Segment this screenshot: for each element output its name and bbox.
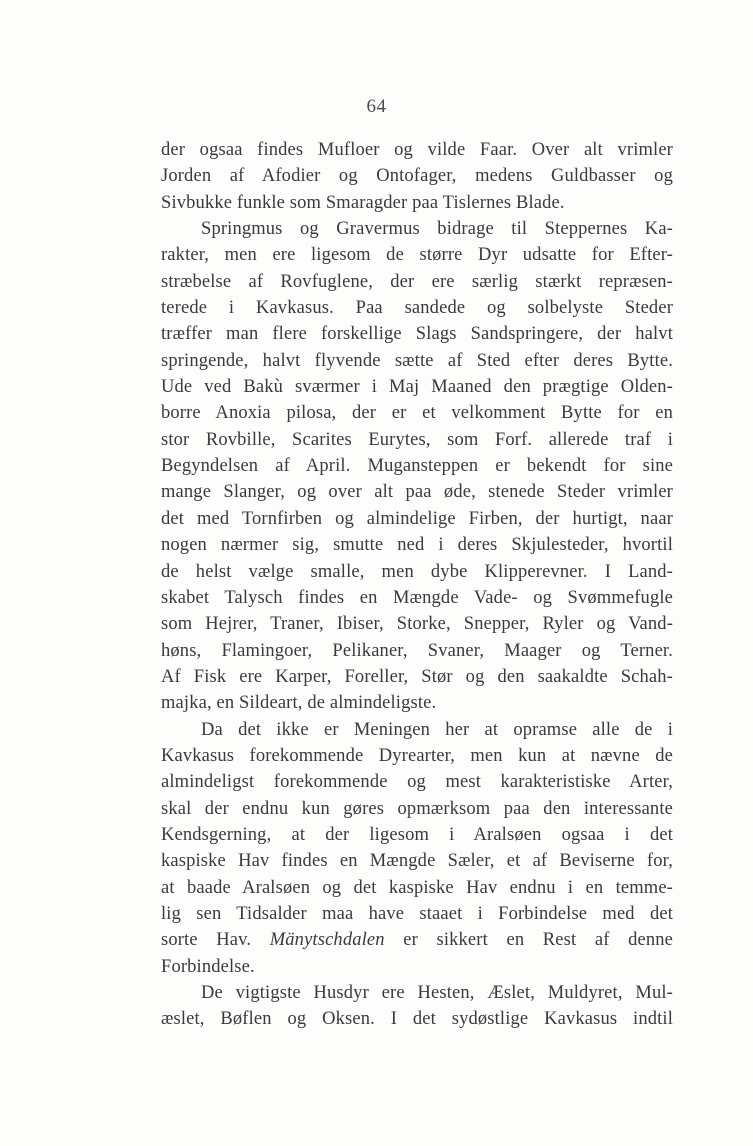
text-line: det med Tornfirben og almindelige Firben, der hurtigt, naar — [161, 508, 673, 529]
text-segment: sorte Hav. — [161, 930, 270, 951]
text-line: Jorden af Afodier og Ontofager, medens Guldbasser og — [161, 166, 673, 187]
text-line: lig sen Tidsalder maa have staaet i Forbindelse med det — [161, 903, 673, 924]
text-line: som Hejrer, Traner, Ibiser, Storke, Snepper, Ryler og Vand- — [161, 614, 673, 635]
text-line: æslet, Bøflen og Oksen. I det sydøstlige Kavkasus indtil — [161, 1009, 673, 1030]
text-segment: er sikkert en Rest af denne — [384, 930, 674, 951]
text-line: skabet Talysch findes en Mængde Vade- og Svømmefugle — [161, 587, 673, 608]
text-line: skal der endnu kun gøres opmærksom paa den interessante — [161, 798, 673, 819]
body-text — [161, 137, 673, 1033]
paragraph-start-line: De vigtigste Husdyr ere Hesten, Æslet, Muldyret, Mul- — [201, 983, 673, 1003]
text-line: Kavkasus forekommende Dyrearter, men kun at nævne de — [161, 745, 673, 766]
text-line: høns, Flamingoer, Pelikaner, Svaner, Maager og Terner. — [161, 640, 673, 661]
page-number: 64 — [366, 96, 387, 117]
text-line: majka, en Sildeart, de almindeligste. — [161, 693, 437, 714]
text-line: Af Fisk ere Karper, Foreller, Stør og den saakaldte Schah- — [161, 666, 673, 687]
text-line: kaspiske Hav findes en Mængde Sæler, et af Beviserne for, — [161, 851, 673, 872]
italic-term: Mänytschdalen — [269, 930, 385, 951]
text-line: Begyndelsen af April. Muganstеppen er bekendt for sine — [161, 456, 673, 477]
text-line: Forbindelse. — [161, 956, 255, 977]
text-line: Sivbukke funkle som Smaragder paa Tislernes Blade. — [161, 192, 565, 213]
text-line: træffer man flere forskellige Slags Sandspringere, der halvt — [161, 324, 673, 345]
text-line: borre Anoxia pilosa, der er et velkomment Bytte for en — [161, 403, 673, 424]
text-line: springende, halvt flyvende sætte af Sted efter deres Bytte. — [161, 350, 673, 371]
text-line: nogen nærmer sig, smutte ned i deres Skjulesteder, hvortil — [161, 535, 673, 556]
text-line: almindeligst forekommende og mest karakteristiske Arter, — [161, 772, 673, 793]
text-line: stræbelse af Rovfuglene, der ere særlig stærkt repræsen- — [161, 271, 673, 292]
paragraph-start-line: Springmus og Gravermus bidrage til Steppernes Ka- — [201, 219, 673, 240]
text-line: rakter, men ere ligesom de større Dyr udsatte for Efter- — [161, 245, 673, 266]
text-line: Ude ved Bakù sværmer i Maj Maaned den prægtige Olden- — [161, 377, 673, 398]
text-line: Kendsgerning, at der ligesom i Aralsøen ogsaa i det — [161, 824, 673, 845]
text-line: stor Rovbille, Scarites Eurytes, som Forf. allerede traf i — [161, 429, 673, 450]
text-line: at baade Aralsøen og det kaspiske Hav endnu i en temme- — [161, 877, 673, 898]
paragraph-start-line: Da det ikke er Meningen her at opramse alle de i — [201, 719, 673, 740]
text-line: terede i Kavkasus. Paa sandede og solbelyste Steder — [161, 298, 673, 319]
text-line: de helst vælge smalle, men dybe Klipperevner. I Land- — [161, 561, 673, 582]
text-line: mange Slanger, og over alt paa øde, stenede Steder vrimler — [161, 482, 673, 503]
text-line: der ogsaa findes Mufloer og vilde Faar. Over alt vrimler — [161, 140, 673, 160]
text-line-with-italic — [161, 927, 673, 953]
